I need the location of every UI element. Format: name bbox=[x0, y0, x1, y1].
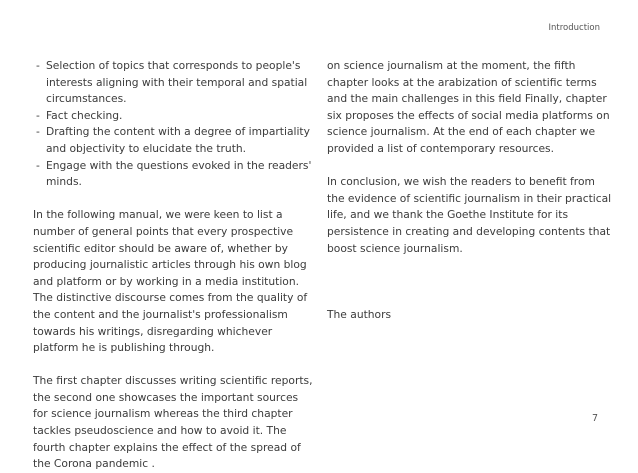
list-item-text: Fact checking. bbox=[46, 108, 123, 122]
body-paragraph: In conclusion, we wish the readers to benefit from the evidence of scientific journalism in their practical life, and we thank the Goethe Institute for its persistence in creating and developing contents that boost science journalism. bbox=[327, 175, 612, 255]
signature: The authors bbox=[327, 307, 392, 321]
spacer bbox=[33, 357, 313, 374]
bullet-dash: - bbox=[36, 108, 40, 122]
bullet-dash: - bbox=[36, 59, 40, 72]
spacer bbox=[33, 191, 313, 208]
bullet-dash: - bbox=[36, 158, 40, 172]
list-item-text: Selection of topics that corresponds to people's interests aligning with their temporal and spatial circumstances. bbox=[46, 59, 308, 106]
list-item bbox=[33, 108, 313, 125]
list-item bbox=[33, 158, 313, 191]
section-header: Introduction bbox=[548, 23, 600, 33]
right-column bbox=[327, 58, 612, 324]
body-paragraph: In the following manual, we were keen to list a number of general points that every prospective scientific editor should be aware of, whether by producing journalistic articles through his own blog and platform or by working in a media institution. The distinctive discourse comes from the quality of the content and the journalist's professionalism towards his writings, disregarding whichever platform he is publishing through. bbox=[33, 208, 308, 355]
list-item bbox=[33, 124, 313, 157]
body-paragraph: on science journalism at the moment, the fifth chapter looks at the arabization of scientific terms and the main challenges in this field Finally, chapter six proposes the effects of social media platforms on science journalism. At the end of each chapter we provided a list of contemporary resources. bbox=[327, 59, 610, 155]
bullet-list bbox=[33, 58, 313, 191]
spacer bbox=[327, 158, 612, 175]
page-number: 7 bbox=[591, 413, 598, 424]
list-item bbox=[33, 58, 313, 108]
list-item-text: Drafting the content with a degree of impartiality and objectivity to elucidate the truth. bbox=[46, 125, 310, 155]
bullet-dash: - bbox=[36, 125, 40, 139]
spacer bbox=[327, 257, 612, 307]
list-item-text: Engage with the questions evoked in the readers' minds. bbox=[46, 158, 312, 189]
left-column bbox=[33, 58, 313, 473]
body-paragraph: The first chapter discusses writing scientific reports, the second one showcases the important sources for science journalism whereas the third chapter tackles pseudoscience and how to avoid it. The fourth chapter explains the effect of the spread of the Corona pandemic . bbox=[33, 374, 313, 471]
